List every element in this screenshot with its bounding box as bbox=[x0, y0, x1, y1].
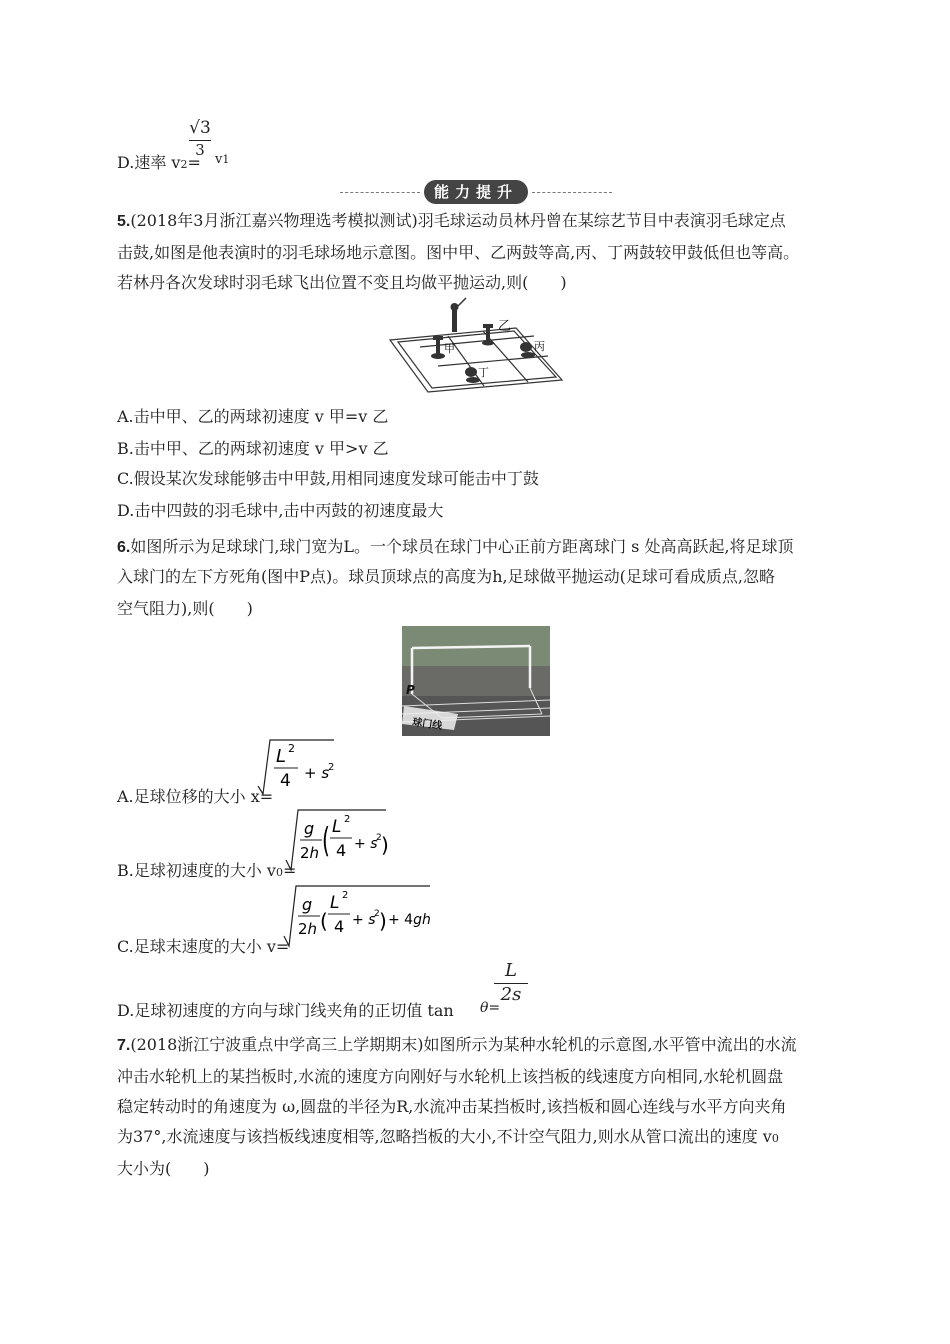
svg-text:4: 4 bbox=[280, 771, 291, 791]
q6d-theta: θ= bbox=[480, 1000, 501, 1016]
q4d-frac-num: √3 bbox=[189, 118, 211, 138]
q4d-fraction bbox=[189, 118, 211, 159]
svg-text:2: 2 bbox=[344, 814, 351, 825]
q6b-sub: 0 bbox=[275, 866, 283, 879]
svg-text:4: 4 bbox=[336, 841, 347, 860]
q4-option-d bbox=[117, 118, 317, 172]
q4d-sub2: 2 bbox=[180, 158, 188, 171]
svg-text:g: g bbox=[304, 819, 315, 838]
q7-sub: 0 bbox=[771, 1132, 779, 1145]
q7-line1 bbox=[117, 1032, 797, 1055]
svg-text:2: 2 bbox=[328, 762, 335, 773]
q6-text-1: 如图所示为足球球门,球门宽为L。一个球员在球门中心正前方距离球门 s 处高高跃起,将足球顶 bbox=[130, 537, 794, 556]
q5-option-b: B.击中甲、乙的两球初速度 v 甲>v 乙 bbox=[117, 439, 389, 458]
badminton-court-figure bbox=[388, 300, 564, 394]
q4d-sub1: 1 bbox=[222, 153, 230, 166]
q7-line4 bbox=[117, 1124, 779, 1147]
label-bing: 丙 bbox=[534, 340, 545, 353]
banner-dash-right bbox=[532, 192, 612, 193]
q5-line1 bbox=[117, 208, 786, 231]
q7-line5: 大小为( ) bbox=[117, 1159, 210, 1178]
svg-text:+ 4gh: + 4gh bbox=[388, 912, 431, 928]
q5-text-1: (2018年3月浙江嘉兴物理选考模拟测试)羽毛球运动员林丹曾在某综艺节目中表演羽毛球定点 bbox=[130, 211, 786, 230]
label-goal-line: 球门线 bbox=[411, 717, 443, 733]
svg-text:): ) bbox=[381, 833, 389, 857]
svg-text:): ) bbox=[379, 909, 387, 933]
svg-text:4: 4 bbox=[334, 917, 345, 936]
svg-text:2: 2 bbox=[374, 909, 380, 919]
q5-number: 5. bbox=[117, 213, 131, 230]
q6d-den: 2s bbox=[494, 983, 528, 1005]
q5-line2: 击鼓,如图是他表演时的羽毛球场地示意图。图中甲、乙两鼓等高,丙、丁两鼓较甲鼓低但也等高。 bbox=[117, 243, 800, 262]
q4d-suffix-v: v bbox=[215, 152, 223, 167]
label-jia: 甲 bbox=[444, 342, 455, 355]
svg-text:L: L bbox=[330, 893, 340, 913]
section-banner bbox=[340, 180, 612, 206]
q6a-formula bbox=[256, 738, 336, 798]
svg-text:(: ( bbox=[320, 909, 328, 933]
q5-option-a: A.击中甲、乙的两球初速度 v 甲=v 乙 bbox=[117, 407, 389, 426]
q5-line3: 若林丹各次发球时羽毛球飞出位置不变且均做平抛运动,则( ) bbox=[117, 273, 567, 292]
q6-option-b bbox=[117, 858, 296, 881]
q7-line2: 冲击水轮机上的某挡板时,水流的速度方向刚好与水轮机上该挡板的线速度方向相同,水轮机圆盘 bbox=[117, 1067, 784, 1086]
label-yi: 乙 bbox=[498, 319, 512, 334]
q5-option-d: D.击中四鼓的羽毛球中,击中丙鼓的初速度最大 bbox=[117, 501, 444, 520]
q6d-fraction bbox=[494, 960, 528, 1005]
q6-line3: 空气阻力),则( ) bbox=[117, 599, 253, 618]
svg-text:2: 2 bbox=[288, 742, 295, 755]
label-p: P bbox=[406, 683, 415, 697]
q4d-suffix bbox=[215, 152, 229, 167]
svg-text:L: L bbox=[276, 746, 287, 767]
q4d-frac-den: 3 bbox=[189, 140, 211, 159]
svg-text:2h: 2h bbox=[300, 844, 320, 862]
section-title: 能力提升 bbox=[424, 180, 528, 204]
q6b-eq: = bbox=[282, 861, 297, 880]
q6-option-a: A.足球位移的大小 x= bbox=[117, 787, 274, 806]
q7-text-1: (2018浙江宁波重点中学高三上学期期末)如图所示为某种水轮机的示意图,水平管中流出的水流 bbox=[130, 1035, 797, 1054]
svg-text:+ s: + s bbox=[354, 836, 378, 852]
q6-option-c: C.足球末速度的大小 v= bbox=[117, 937, 290, 956]
q6c-formula bbox=[282, 884, 432, 950]
q4d-label: D.速率 v bbox=[117, 153, 181, 172]
q7-text-4: 为37°,水流速度与该挡板线速度相等,忽略挡板的大小,不计空气阻力,则水从管口流出的速度 v bbox=[117, 1127, 772, 1146]
svg-text:+ s: + s bbox=[304, 764, 330, 782]
svg-text:2: 2 bbox=[376, 833, 382, 843]
q7-number: 7. bbox=[117, 1037, 131, 1054]
svg-text:(: ( bbox=[322, 820, 330, 861]
q6-line2: 入球门的左下方死角(图中P点)。球员顶球点的高度为h,足球做平抛运动(足球可看成质点,忽略 bbox=[117, 567, 775, 586]
soccer-goal-photo bbox=[402, 626, 550, 736]
q7-line3: 稳定转动时的角速度为 ω,圆盘的半径为R,水流冲击某挡板时,该挡板和圆心连线与水平方向夹角 bbox=[117, 1097, 787, 1116]
q6b-label: B.足球初速度的大小 v bbox=[117, 861, 276, 880]
q6-number: 6. bbox=[117, 539, 131, 556]
q6-option-d: D.足球初速度的方向与球门线夹角的正切值 tan bbox=[117, 1001, 454, 1020]
svg-text:2: 2 bbox=[342, 890, 349, 901]
q6d-num: L bbox=[505, 960, 517, 981]
banner-dash-left bbox=[340, 192, 420, 193]
q4d-eq: = bbox=[187, 153, 201, 172]
svg-text:2h: 2h bbox=[298, 920, 318, 938]
q6-line1 bbox=[117, 534, 794, 557]
svg-text:g: g bbox=[302, 895, 313, 914]
q6b-formula bbox=[284, 808, 388, 874]
label-ding: 丁 bbox=[478, 366, 489, 379]
svg-text:L: L bbox=[332, 817, 342, 837]
svg-text:+ s: + s bbox=[352, 912, 376, 928]
q5-option-c: C.假设某次发球能够击中甲鼓,用相同速度发球可能击中丁鼓 bbox=[117, 469, 539, 488]
